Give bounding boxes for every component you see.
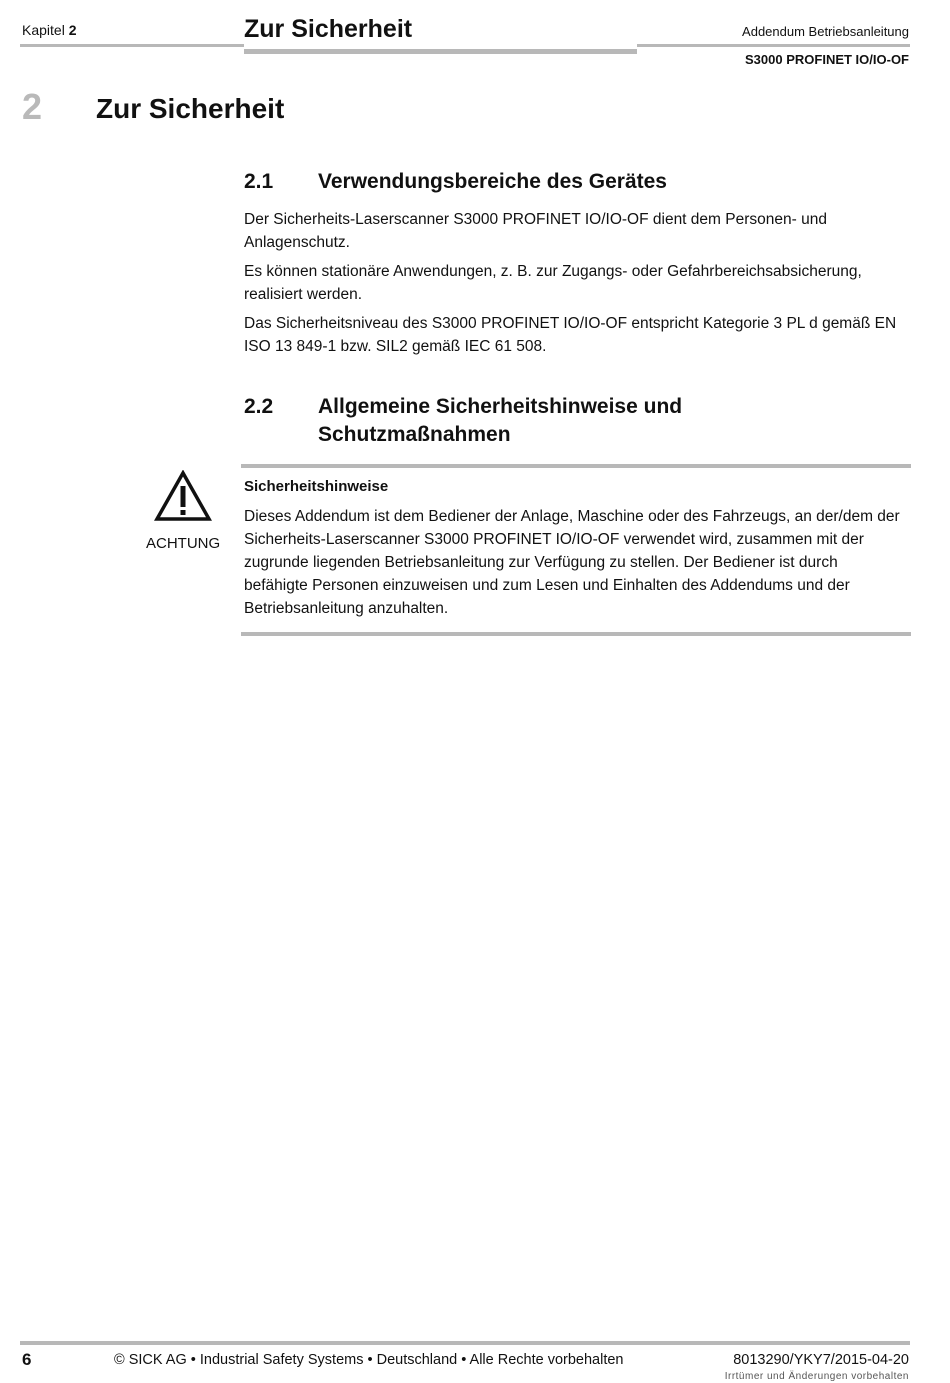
section-title-line: Schutzmaßnahmen [318,423,511,446]
header-chapter-number: 2 [68,22,77,38]
page-number: 6 [22,1350,32,1369]
chapter-title: Zur Sicherheit [96,93,285,124]
paragraph: Es können stationäre Anwendungen, z. B. zur Zugangs- oder Gefahrbereichsabsicherung, realisiert werden. [244,263,862,303]
warning-top-rule [241,464,911,468]
warning-text: Dieses Addendum ist dem Bediener der Anlage, Maschine oder des Fahrzeugs, an der/dem der Sicherheits-Laserscanner S3000 PROFINET IO/IO-OF verwendet wird, zusammen mit der zugrunde liegenden Betriebsanleitung zur Verfügung zu stellen. Der Bediener ist durch befähigte Personen einzuweisen und zum Lesen und Einhalten des Addendums und der Betriebsanleitung anzuhalten. [244,508,900,617]
footer-copyright: © SICK AG • Industrial Safety Systems • Deutschland • Alle Rechte vorbehalten [114,1352,624,1368]
header-title: Zur Sicherheit [244,15,413,43]
warning-bottom-rule [241,632,911,636]
section-title-line: Allgemeine Sicherheitshinweise und [318,395,683,418]
paragraph: Der Sicherheits-Laserscanner S3000 PROFINET IO/IO-OF dient dem Personen- und Anlagenschutz. [244,211,827,251]
warning-triangle-icon [154,470,212,522]
header-rule-left [20,44,244,47]
section-number: 2.1 [244,170,274,193]
header-chapter-label: Kapitel [22,22,65,38]
chapter-number: 2 [22,86,43,127]
paragraph: Das Sicherheitsniveau des S3000 PROFINET IO/IO-OF entspricht Kategorie 3 PL d gemäß EN ISO 13 849-1 bzw. SIL2 gemäß IEC 61 508. [244,315,897,355]
header-product: S3000 PROFINET IO/IO-OF [745,52,909,67]
header-rule-right [637,44,910,47]
footer-doc-id: 8013290/YKY7/2015-04-20 [733,1352,909,1368]
section-title: Verwendungsbereiche des Gerätes [318,170,667,193]
header-doc-type: Addendum Betriebsanleitung [742,24,909,39]
warning-heading: Sicherheitshinweise [244,478,389,495]
section-title [318,393,878,449]
footer-note: Irrtümer und Änderungen vorbehalten [724,1371,909,1382]
header-rule-center [244,49,637,54]
footer-rule [20,1341,910,1345]
warning-label: ACHTUNG [146,535,221,552]
section-number: 2.2 [244,395,274,418]
header-chapter [22,22,77,38]
